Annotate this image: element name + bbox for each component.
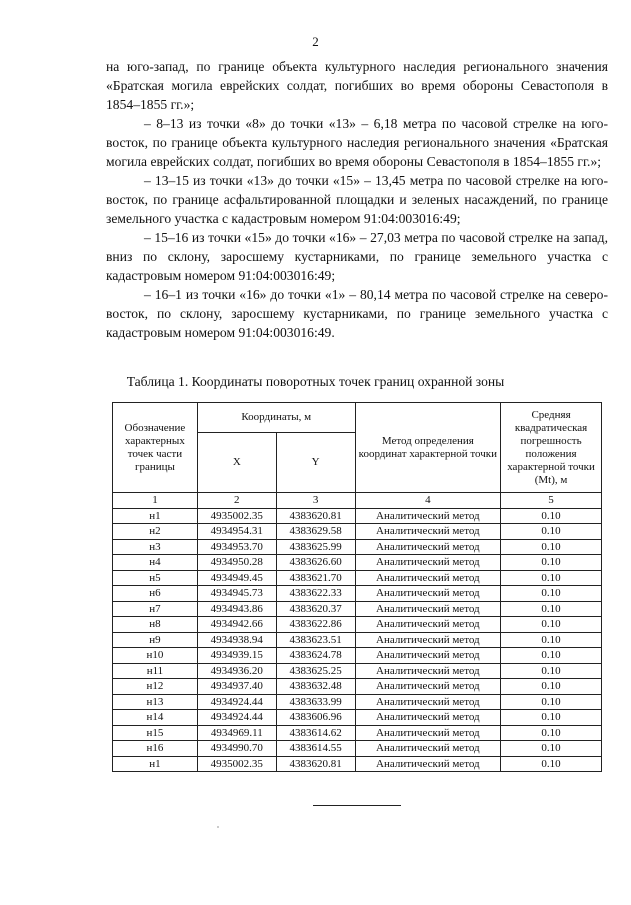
cell-accuracy: 0.10	[501, 617, 602, 633]
paragraph: – 13–15 из точки «13» до точки «15» – 13,45 метра по часовой стрелке на юго-восток, по границе асфальтированной площадки и зеленых насаждений, по границе земельного участка с кадастровым номером 91:04:003016:49;	[106, 173, 608, 226]
cell-accuracy: 0.10	[501, 555, 602, 571]
header-coordinates: Координаты, м	[197, 403, 355, 433]
cell-y: 4383625.99	[276, 539, 355, 555]
scan-speck	[217, 826, 219, 828]
table-body	[113, 508, 602, 772]
cell-y: 4383633.99	[276, 694, 355, 710]
cell-y: 4383620.81	[276, 756, 355, 772]
cell-y: 4383623.51	[276, 632, 355, 648]
cell-method: Аналитический метод	[355, 756, 501, 772]
cell-y: 4383614.55	[276, 741, 355, 757]
cell-point: н4	[113, 555, 198, 571]
cell-point: н7	[113, 601, 198, 617]
cell-y: 4383625.25	[276, 663, 355, 679]
table-row	[113, 601, 602, 617]
cell-point: н1	[113, 756, 198, 772]
paragraph: – 16–1 из точки «16» до точки «1» – 80,14 метра по часовой стрелке на северо-восток, по склону, заросшему кустарниками, по границе земельного участка с кадастровым номером 91:04:003016:49.	[106, 287, 608, 340]
cell-method: Аналитический метод	[355, 586, 501, 602]
cell-point: н8	[113, 617, 198, 633]
table-row	[113, 524, 602, 540]
cell-x: 4934950.28	[197, 555, 276, 571]
cell-y: 4383622.86	[276, 617, 355, 633]
cell-accuracy: 0.10	[501, 756, 602, 772]
table-row	[113, 725, 602, 741]
cell-x: 4934936.20	[197, 663, 276, 679]
header-y: Y	[276, 433, 355, 493]
body-text	[106, 57, 608, 342]
header-accuracy: Средняя квадратическая погрешность положения характерной точки (Mt), м	[501, 403, 602, 493]
cell-x: 4934945.73	[197, 586, 276, 602]
table-row	[113, 508, 602, 524]
cell-method: Аналитический метод	[355, 710, 501, 726]
cell-point: н2	[113, 524, 198, 540]
cell-y: 4383614.62	[276, 725, 355, 741]
cell-accuracy: 0.10	[501, 586, 602, 602]
cell-method: Аналитический метод	[355, 741, 501, 757]
cell-point: н15	[113, 725, 198, 741]
table-row	[113, 570, 602, 586]
cell-point: н12	[113, 679, 198, 695]
cell-accuracy: 0.10	[501, 663, 602, 679]
cell-accuracy: 0.10	[501, 632, 602, 648]
cell-method: Аналитический метод	[355, 508, 501, 524]
cell-x: 4934939.15	[197, 648, 276, 664]
header-method: Метод определения координат характерной точки	[355, 403, 501, 493]
table-row	[113, 679, 602, 695]
cell-method: Аналитический метод	[355, 648, 501, 664]
cell-method: Аналитический метод	[355, 679, 501, 695]
cell-method: Аналитический метод	[355, 570, 501, 586]
cell-x: 4934938.94	[197, 632, 276, 648]
table-row	[113, 756, 602, 772]
table-caption: Таблица 1. Координаты поворотных точек границ охранной зоны	[126, 374, 505, 389]
cell-y: 4383621.70	[276, 570, 355, 586]
table-row	[113, 694, 602, 710]
column-number: 5	[501, 493, 602, 509]
cell-method: Аналитический метод	[355, 524, 501, 540]
cell-accuracy: 0.10	[501, 648, 602, 664]
cell-point: н16	[113, 741, 198, 757]
cell-accuracy: 0.10	[501, 570, 602, 586]
cell-x: 4934942.66	[197, 617, 276, 633]
cell-y: 4383629.58	[276, 524, 355, 540]
cell-point: н6	[113, 586, 198, 602]
cell-x: 4934990.70	[197, 741, 276, 757]
cell-method: Аналитический метод	[355, 632, 501, 648]
table-row	[113, 710, 602, 726]
table-row	[113, 663, 602, 679]
table-row	[113, 555, 602, 571]
cell-method: Аналитический метод	[355, 617, 501, 633]
cell-point: н10	[113, 648, 198, 664]
cell-x: 4934924.44	[197, 694, 276, 710]
cell-accuracy: 0.10	[501, 539, 602, 555]
cell-y: 4383626.60	[276, 555, 355, 571]
cell-x: 4934949.45	[197, 570, 276, 586]
cell-method: Аналитический метод	[355, 663, 501, 679]
cell-accuracy: 0.10	[501, 741, 602, 757]
cell-y: 4383632.48	[276, 679, 355, 695]
column-number: 2	[197, 493, 276, 509]
cell-accuracy: 0.10	[501, 710, 602, 726]
cell-point: н1	[113, 508, 198, 524]
paragraph: на юго-запад, по границе объекта культурного наследия регионального значения «Братская могила еврейских солдат, погибших во время обороны Севастополя в 1854–1855 гг.»;	[106, 59, 608, 112]
cell-x: 4934924.44	[197, 710, 276, 726]
cell-x: 4934953.70	[197, 539, 276, 555]
header-x: X	[197, 433, 276, 493]
paragraph: – 15–16 из точки «15» до точки «16» – 27,03 метра по часовой стрелке на запад, вниз по склону, заросшему кустарниками, по границе земельного участка с кадастровым номером 91:04:003016:49;	[106, 230, 608, 283]
cell-x: 4935002.35	[197, 756, 276, 772]
coordinates-table	[112, 402, 602, 772]
cell-y: 4383606.96	[276, 710, 355, 726]
cell-point: н5	[113, 570, 198, 586]
cell-y: 4383620.81	[276, 508, 355, 524]
cell-accuracy: 0.10	[501, 601, 602, 617]
cell-point: н3	[113, 539, 198, 555]
column-number: 4	[355, 493, 501, 509]
cell-accuracy: 0.10	[501, 725, 602, 741]
cell-accuracy: 0.10	[501, 524, 602, 540]
cell-y: 4383622.33	[276, 586, 355, 602]
cell-y: 4383624.78	[276, 648, 355, 664]
cell-point: н14	[113, 710, 198, 726]
table-row	[113, 586, 602, 602]
cell-accuracy: 0.10	[501, 679, 602, 695]
closing-divider	[313, 805, 401, 806]
cell-accuracy: 0.10	[501, 694, 602, 710]
cell-point: н11	[113, 663, 198, 679]
cell-x: 4935002.35	[197, 508, 276, 524]
cell-x: 4934954.31	[197, 524, 276, 540]
cell-x: 4934943.86	[197, 601, 276, 617]
column-number: 1	[113, 493, 198, 509]
cell-accuracy: 0.10	[501, 508, 602, 524]
cell-point: н13	[113, 694, 198, 710]
column-number: 3	[276, 493, 355, 509]
cell-method: Аналитический метод	[355, 555, 501, 571]
cell-method: Аналитический метод	[355, 539, 501, 555]
table-row	[113, 539, 602, 555]
table-row	[113, 648, 602, 664]
table-row	[113, 632, 602, 648]
header-point: Обозначение характерных точек части границы	[113, 403, 198, 493]
paragraph: – 8–13 из точки «8» до точки «13» – 6,18 метра по часовой стрелке на юго-восток, по границе объекта культурного наследия регионального значения «Братская могила еврейских солдат, погибших во время обороны Севастополя в 1854–1855 гг.»;	[106, 116, 608, 169]
cell-x: 4934969.11	[197, 725, 276, 741]
cell-method: Аналитический метод	[355, 694, 501, 710]
cell-method: Аналитический метод	[355, 725, 501, 741]
cell-point: н9	[113, 632, 198, 648]
page-number: 2	[312, 34, 319, 49]
table-row	[113, 741, 602, 757]
cell-x: 4934937.40	[197, 679, 276, 695]
cell-y: 4383620.37	[276, 601, 355, 617]
cell-method: Аналитический метод	[355, 601, 501, 617]
table-row	[113, 617, 602, 633]
